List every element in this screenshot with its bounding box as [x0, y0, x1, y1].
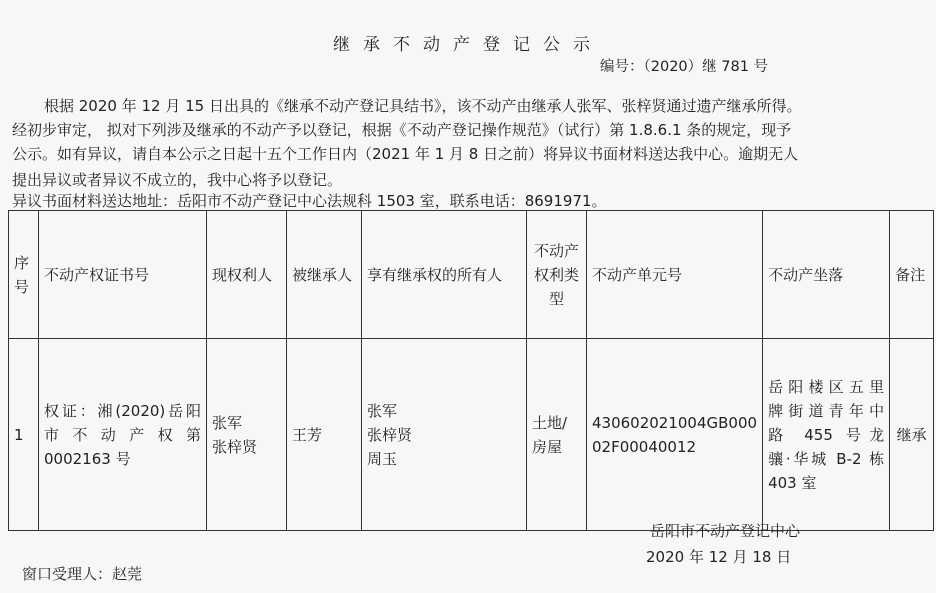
table-header-row [9, 211, 934, 339]
cert-no-line-1: 权证：湘(2020)岳阳 [44, 401, 201, 420]
right-type-2: 房屋 [532, 437, 563, 456]
table-row [9, 339, 934, 531]
cell-cert-no [39, 339, 207, 531]
header-current-holder: 现权利人 [207, 211, 287, 339]
body-line-2: 经初步审定， 拟对下列涉及继承的不动产予以登记，根据《不动产登记操作规范》（试行）第 1.8.6.1 条的规定，现予 [12, 121, 792, 139]
body-line-1: 根据 2020 年 12 月 15 日出具的《继承不动产登记具结书》，该不动产由继承人张军、张梓贤通过遗产继承所得。 [44, 97, 802, 115]
issue-date: 2020 年 12 月 18 日 [646, 548, 792, 566]
header-location: 不动产坐落 [763, 211, 890, 339]
cell-unit-no [587, 339, 763, 531]
location-5: 403 室 [768, 473, 817, 492]
location-4: 骧·华城 B-2 栋 [768, 449, 885, 468]
objection-address: 异议书面材料送达地址：岳阳市不动产登记中心法规科 1503 室，联系电话：8691971。 [12, 192, 607, 210]
location-1: 岳阳楼区五里 [768, 377, 885, 396]
body-line-4: 提出异议或者异议不成立的，我中心将予以登记。 [12, 171, 343, 189]
header-unit-no: 不动产单元号 [587, 211, 763, 339]
cell-current-holder [207, 339, 287, 531]
body-line-3: 公示。如有异议，请自本公示之日起十五个工作日内（2021 年 1 月 8 日之前）将异议书面材料送达我中心。逾期无人 [12, 145, 799, 163]
heir-1: 张军 [367, 401, 398, 420]
header-heirs: 享有继承权的所有人 [362, 211, 527, 339]
holder-1: 张军 [212, 413, 243, 432]
cell-right-type [527, 339, 587, 531]
location-2: 牌街道青年中 [768, 401, 885, 420]
registration-table [8, 210, 934, 531]
cert-no-line-3: 0002163 号 [44, 449, 131, 468]
location-3: 路 455 号龙 [768, 425, 885, 444]
issuing-organization: 岳阳市不动产登记中心 [650, 522, 801, 540]
window-clerk: 窗口受理人：赵莞 [22, 565, 143, 583]
header-deceased: 被继承人 [287, 211, 362, 339]
cell-heirs [362, 339, 527, 531]
header-cert-no: 不动产权证书号 [39, 211, 207, 339]
cell-deceased: 王芳 [287, 339, 362, 531]
unit-no-1: 430602021004GB000 [592, 413, 758, 432]
header-remark: 备注 [890, 211, 934, 339]
document-number: 编号：（2020）继 781 号 [600, 59, 769, 75]
unit-no-2: 02F00040012 [592, 437, 697, 456]
heir-3: 周玉 [367, 449, 398, 468]
header-serial: 序号 [9, 211, 39, 339]
header-right-type: 不动产权利类型 [527, 211, 587, 339]
cert-no-line-2: 市不动产权第 [44, 425, 201, 444]
cell-remark: 继承 [890, 339, 934, 531]
right-type-1: 土地/ [532, 413, 568, 432]
document-title: 继承不动产登记公示 [333, 35, 603, 55]
heir-2: 张梓贤 [367, 425, 413, 444]
cell-location [763, 339, 890, 531]
cell-serial: 1 [9, 339, 39, 531]
holder-2: 张梓贤 [212, 437, 258, 456]
